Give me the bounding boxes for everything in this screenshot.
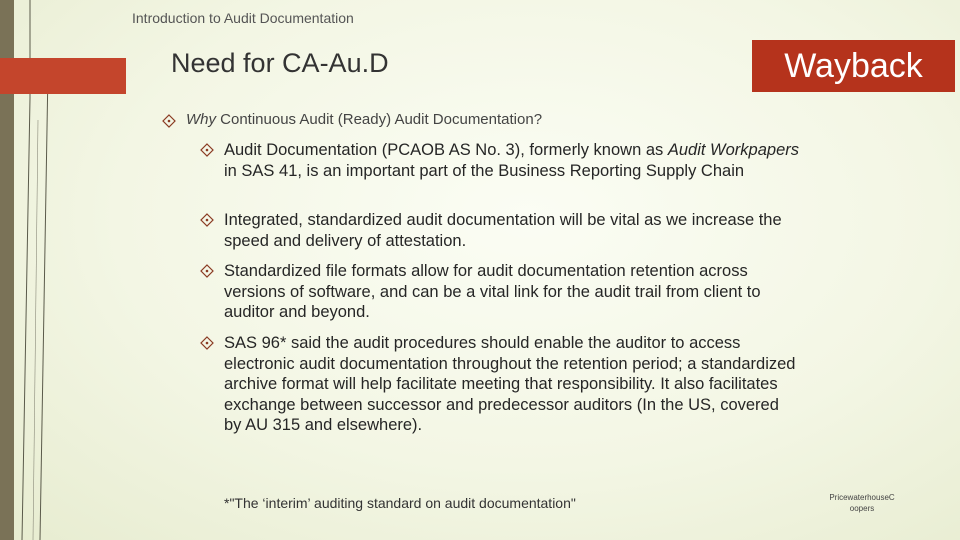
- sub-bullet-1-text-a: Audit Documentation (PCAOB AS No. 3), formerly known as: [224, 141, 668, 159]
- main-bullet: [162, 111, 542, 128]
- diamond-bullet-icon: [162, 114, 176, 128]
- diamond-bullet-icon: [200, 336, 214, 350]
- logo-line-1: PricewaterhouseC: [829, 493, 895, 502]
- sub-bullet-1-italic: Audit Workpapers: [667, 141, 799, 159]
- main-bullet-text: Continuous Audit (Ready) Audit Documentation?: [216, 111, 543, 128]
- section-caption: Introduction to Audit Documentation: [132, 10, 354, 26]
- red-accent-tab: [0, 58, 126, 94]
- sub-bullet-4-text: SAS 96* said the audit procedures should enable the auditor to access electronic audit documentation throughout the retention period; a standardized archive format will help facilitate meeting that responsibility. It also facilitates exchange between successor and predecessor auditors (In the US, covered by AU 315 and elsewhere).: [224, 334, 796, 434]
- sub-bullet-2-text: Integrated, standardized audit documentation will be vital as we increase the speed and delivery of attestation.: [224, 211, 782, 250]
- sub-bullet-2: [200, 210, 800, 251]
- footnote: *"The ‘interim’ auditing standard on audit documentation": [224, 495, 576, 511]
- diamond-bullet-icon: [200, 264, 214, 278]
- sub-bullet-4: [200, 333, 800, 436]
- diamond-bullet-icon: [200, 213, 214, 227]
- wayback-badge: Wayback: [752, 40, 955, 92]
- sub-bullet-1-text-c: in SAS 41, is an important part of the Business Reporting Supply Chain: [224, 161, 745, 180]
- sub-bullet-3-text: Standardized file formats allow for audit documentation retention across versions of software, and can be a vital link for the audit trail from client to auditor and beyond.: [224, 262, 761, 321]
- sub-bullet-1: [200, 140, 800, 181]
- pwc-logo: [820, 492, 904, 514]
- sub-bullet-3: [200, 261, 800, 323]
- logo-line-2: oopers: [849, 504, 875, 513]
- main-bullet-lead: Why: [186, 111, 216, 128]
- slide-title: Need for CA-Au.D: [171, 48, 389, 78]
- diamond-bullet-icon: [200, 143, 214, 157]
